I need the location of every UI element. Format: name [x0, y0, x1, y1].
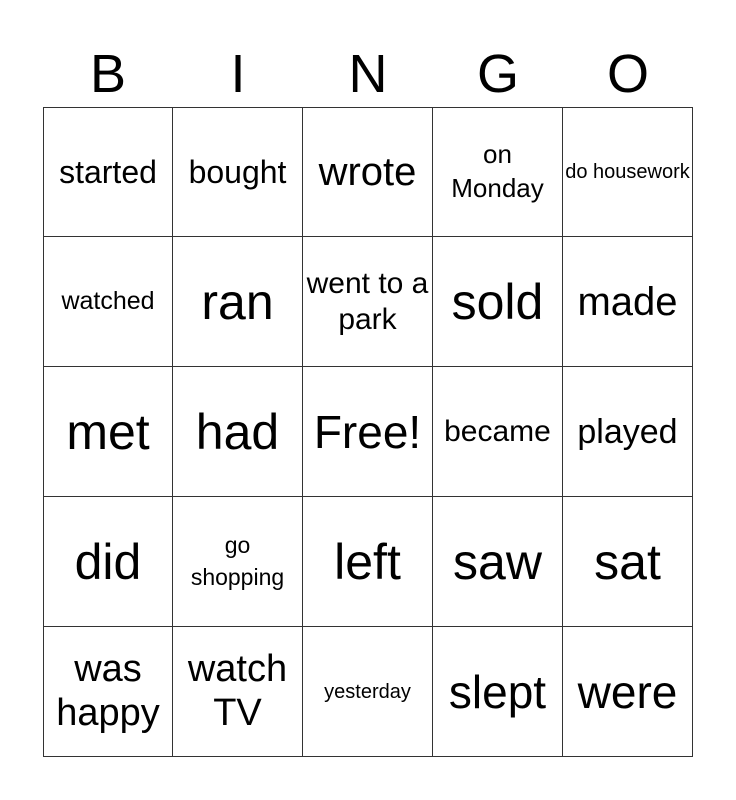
- cell-text: went to a park: [306, 266, 429, 336]
- cell-text: were: [577, 665, 678, 718]
- cell-text: Free!: [313, 405, 422, 458]
- cell-text: watched: [61, 287, 155, 316]
- cell-text: slept: [448, 665, 547, 718]
- bingo-cell[interactable]: [433, 627, 563, 757]
- bingo-cell[interactable]: [173, 497, 303, 627]
- bingo-cell[interactable]: [303, 107, 433, 237]
- bingo-cell[interactable]: [43, 627, 173, 757]
- header-letter-g: G: [476, 44, 519, 104]
- cell-text: bought: [188, 154, 287, 190]
- cell-text: became: [444, 414, 551, 448]
- bingo-cell[interactable]: [173, 107, 303, 237]
- cell-text: was happy: [56, 647, 160, 734]
- cell-text: had: [195, 403, 280, 460]
- header-letter-b: B: [89, 44, 127, 104]
- bingo-cell[interactable]: [563, 367, 693, 497]
- header-letter-n: N: [348, 44, 388, 104]
- bingo-board: [43, 107, 693, 757]
- bingo-cell[interactable]: [173, 627, 303, 757]
- bingo-cell[interactable]: [433, 107, 563, 237]
- bingo-cell[interactable]: [43, 237, 173, 367]
- bingo-cell[interactable]: [43, 497, 173, 627]
- bingo-cell[interactable]: [433, 237, 563, 367]
- bingo-header: [43, 40, 693, 108]
- cell-text: saw: [453, 533, 542, 590]
- cell-text: wrote: [318, 150, 417, 194]
- cell-text: watch TV: [187, 647, 288, 734]
- cell-text: started: [59, 154, 157, 190]
- bingo-cell[interactable]: [303, 627, 433, 757]
- cell-text: yesterday: [324, 680, 411, 703]
- bingo-cell[interactable]: [563, 237, 693, 367]
- bingo-cell[interactable]: [433, 497, 563, 627]
- cell-text: go shopping: [190, 532, 285, 590]
- bingo-cell[interactable]: [433, 367, 563, 497]
- header-letter-o: O: [606, 44, 649, 104]
- bingo-cell[interactable]: [43, 107, 173, 237]
- cell-text: sat: [594, 533, 661, 590]
- bingo-cell[interactable]: [563, 627, 693, 757]
- cell-text: met: [66, 403, 150, 460]
- bingo-cell[interactable]: [303, 497, 433, 627]
- bingo-cell[interactable]: [563, 497, 693, 627]
- cell-text: made: [577, 279, 678, 324]
- bingo-cell[interactable]: [43, 367, 173, 497]
- cell-text: did: [74, 533, 142, 590]
- bingo-cell[interactable]: [303, 237, 433, 367]
- cell-text: sold: [451, 273, 544, 330]
- free-space[interactable]: [303, 367, 433, 497]
- cell-text: do housework: [565, 161, 690, 183]
- bingo-cell[interactable]: [173, 367, 303, 497]
- cell-text: on Monday: [451, 139, 544, 203]
- cell-text: left: [334, 533, 401, 590]
- bingo-cell[interactable]: [563, 107, 693, 237]
- cell-text: played: [577, 412, 678, 451]
- header-letter-i: I: [230, 44, 246, 104]
- bingo-cell[interactable]: [173, 237, 303, 367]
- cell-text: ran: [201, 273, 274, 330]
